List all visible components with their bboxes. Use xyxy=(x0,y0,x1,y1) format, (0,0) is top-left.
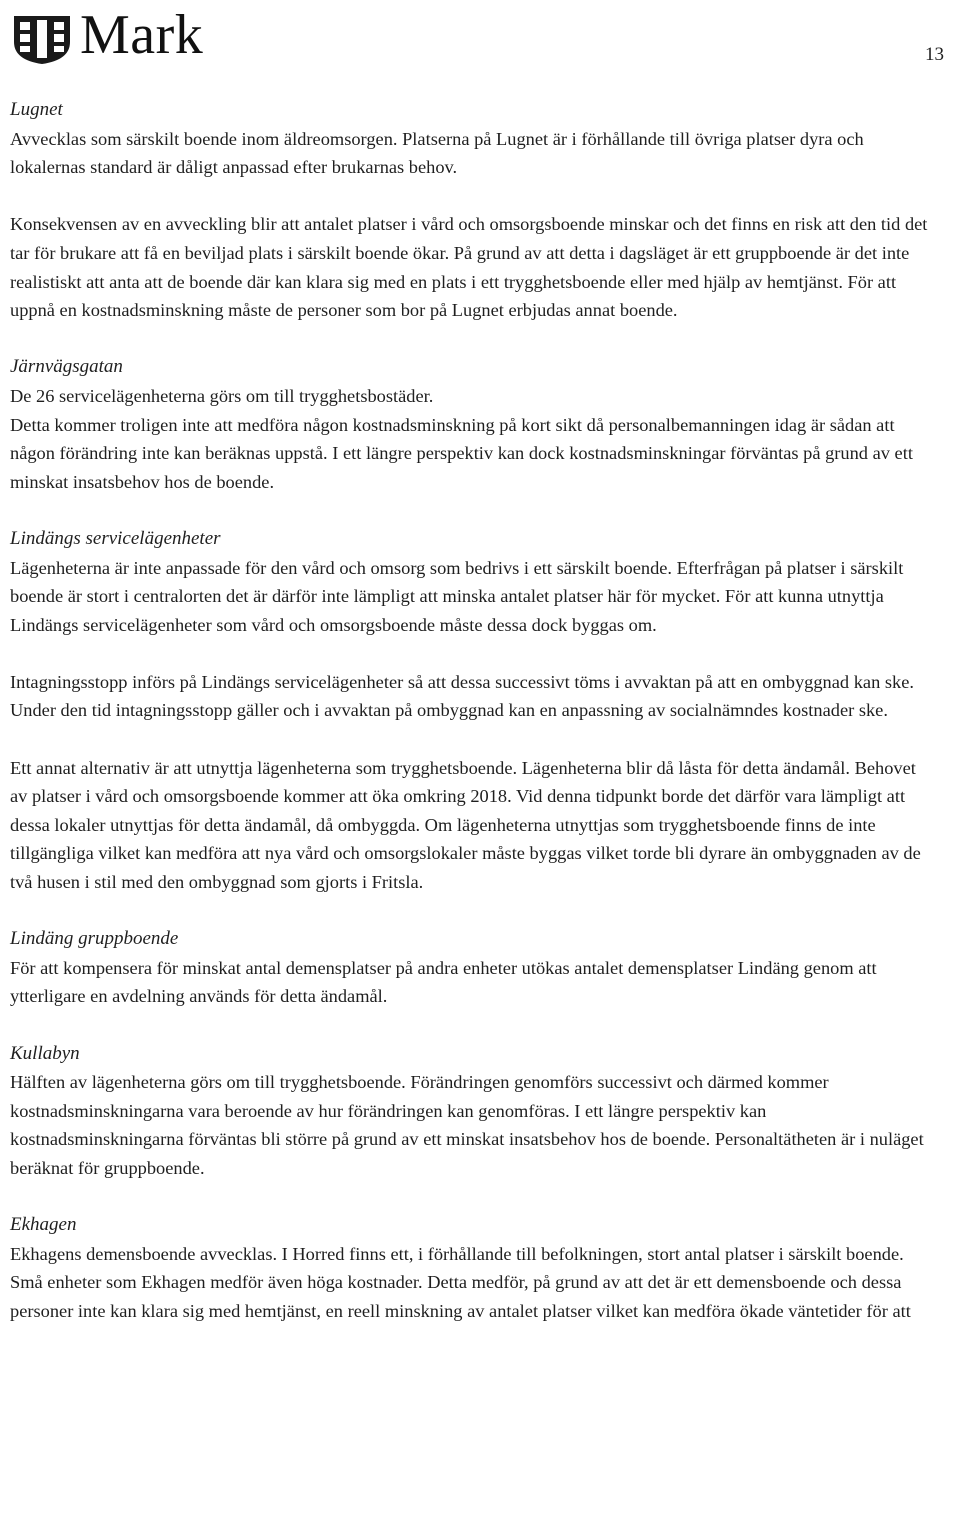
paragraph: Intagningsstopp införs på Lindängs servicelägenheter så att dessa successivt töms i avvaktan på att en ombyggnad kan ske. Under den tid intagningsstopp gäller och i avvaktan på ombyggnad kan en anpassning av socialnämndes kostnader ske. xyxy=(10,671,914,721)
logo-wordmark: Mark xyxy=(80,4,204,66)
paragraph: De 26 servicelägenheterna görs om till trygghetsbostäder. xyxy=(10,385,434,406)
paragraph: För att kompensera för minskat antal demensplatser på andra enheter utökas antalet demensplatser Lindäng genom att ytterligare en avdelning används för detta ändamål. xyxy=(10,957,877,1007)
heading-kullabyn: Kullabyn xyxy=(10,1042,80,1064)
paragraph: Lägenheterna är inte anpassade för den vård och omsorg som bedrivs i ett särskilt boende. Efterfrågan på platser i särskilt boende är stort i centralorten det är därför inte lämpligt att minska antalet platser här för mycket. För att kunna utnyttja Lindängs servicelägenheter som vård och omsorgsboende måste dessa dock byggas om. xyxy=(10,557,904,635)
paragraph: Detta kommer troligen inte att medföra någon kostnadsminskning på kort sikt då personalbemanningen idag är sådan att någon förändring inte kan beräknas uppstå. I ett längre perspektiv kan dock kostnadsminskningar förväntas på grund av ett minskat insatsbehov hos de boende. xyxy=(10,414,913,492)
municipality-shield-icon xyxy=(10,12,74,66)
heading-jarnvagsgatan: Järnvägsgatan xyxy=(10,356,123,378)
heading-ekhagen: Ekhagen xyxy=(10,1214,77,1236)
paragraph: Hälften av lägenheterna görs om till trygghetsboende. Förändringen genomförs successivt och därmed kommer kostnadsminskningarna vara beroende av hur förändringen kan genomföras. I ett längre perspektiv kan kostnadsminskningarna förväntas bli större på grund av ett minskat insatsbehov hos de boende. Personaltätheten är i nuläget beräknat för gruppboende. xyxy=(10,1072,924,1178)
document-body xyxy=(10,96,930,1326)
heading-lindangs-servicelagenheter: Lindängs servicelägenheter xyxy=(10,527,221,549)
page-number: 13 xyxy=(925,44,944,65)
heading-lugnet: Lugnet xyxy=(10,99,63,120)
paragraph: Ekhagens demensboende avvecklas. I Horred finns ett, i förhållande till befolkningen, stort antal platser i särskilt boende. Små enheter som Ekhagen medför även höga kostnader. Detta medför, på grund av att det är ett demensboende och dessa personer inte kan klara sig med hemtjänst, en reell minskning av antalet platser vilket kan medföra ökade väntetider för att xyxy=(10,1243,911,1321)
page-header xyxy=(8,4,952,64)
paragraph: Ett annat alternativ är att utnyttja lägenheterna som trygghetsboende. Lägenheterna blir då låsta för detta ändamål. Behovet av platser i vård och omsorgsboende kommer att öka omkring 2018. Vid denna tidpunkt borde det därför vara lämpligt att dessa lokaler utnyttjas för detta ändamål, då ombyggda. Om lägenheterna utnyttjas som trygghetsboende finns de inte tillgängliga vilket kan medföra att nya vård och omsorgslokaler måste byggas vilket torde bli dyrare än ombyggnaden av de två husen i stil med den ombyggnad som gjorts i Fritsla. xyxy=(10,757,921,893)
heading-lindang-gruppboende: Lindäng gruppboende xyxy=(10,928,179,950)
paragraph: Avvecklas som särskilt boende inom äldreomsorgen. Platserna på Lugnet är i förhållande till övriga platser dyra och lokalernas standard är dåligt anpassad efter brukarnas behov. xyxy=(10,128,864,178)
paragraph: Konsekvensen av en avveckling blir att antalet platser i vård och omsorgsboende minskar och det finns en risk att den tid det tar för brukare att få en beviljad plats i särskilt boende ökar. På grund av att detta i dagsläget är ett gruppboende är det inte realistiskt att anta att de boende där kan klara sig med en plats i ett trygghetsboende eller med hjälp av hemtjänst. För att uppnå en kostnadsminskning måste de personer som bor på Lugnet erbjudas annat boende. xyxy=(10,214,928,321)
